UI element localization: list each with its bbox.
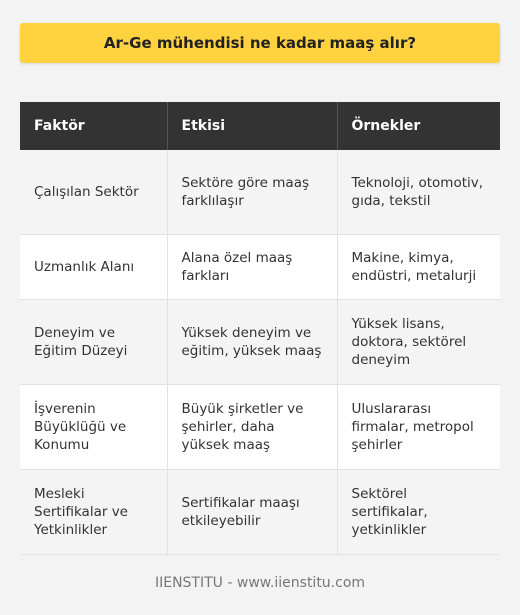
cell-effect: Sektöre göre maaş farklılaşır xyxy=(167,150,337,235)
cell-factor: İşverenin Büyüklüğü ve Konumu xyxy=(20,385,167,470)
cell-examples: Sektörel sertifikalar, yetkinlikler xyxy=(337,470,500,555)
table-row xyxy=(20,470,500,555)
cell-effect: Sertifikalar maaşı etkileyebilir xyxy=(167,470,337,555)
cell-factor: Çalışılan Sektör xyxy=(20,150,167,235)
cell-examples: Teknoloji, otomotiv, gıda, tekstil xyxy=(337,150,500,235)
cell-examples: Uluslararası firmalar, metropol şehirler xyxy=(337,385,500,470)
cell-effect: Alana özel maaş farkları xyxy=(167,235,337,300)
factors-table xyxy=(20,102,500,555)
footer-credit: IIENSTITU - www.iienstitu.com xyxy=(154,575,366,591)
cell-effect: Yüksek deneyim ve eğitim, yüksek maaş xyxy=(167,300,337,385)
table-row xyxy=(20,385,500,470)
cell-factor: Mesleki Sertifikalar ve Yetkinlikler xyxy=(20,470,167,555)
table-row xyxy=(20,235,500,300)
cell-factor: Deneyim ve Eğitim Düzeyi xyxy=(20,300,167,385)
header-factor: Faktör xyxy=(20,102,167,150)
header-examples: Örnekler xyxy=(337,102,500,150)
cell-effect: Büyük şirketler ve şehirler, daha yüksek maaş xyxy=(167,385,337,470)
table-row xyxy=(20,300,500,385)
table-row xyxy=(20,150,500,235)
cell-factor: Uzmanlık Alanı xyxy=(20,235,167,300)
cell-examples: Yüksek lisans, doktora, sektörel deneyim xyxy=(337,300,500,385)
cell-examples: Makine, kimya, endüstri, metalurji xyxy=(337,235,500,300)
page-title: Ar-Ge mühendisi ne kadar maaş alır? xyxy=(103,34,417,52)
header-effect: Etkisi xyxy=(167,102,337,150)
table-header-row xyxy=(20,102,500,150)
title-banner xyxy=(20,23,500,63)
